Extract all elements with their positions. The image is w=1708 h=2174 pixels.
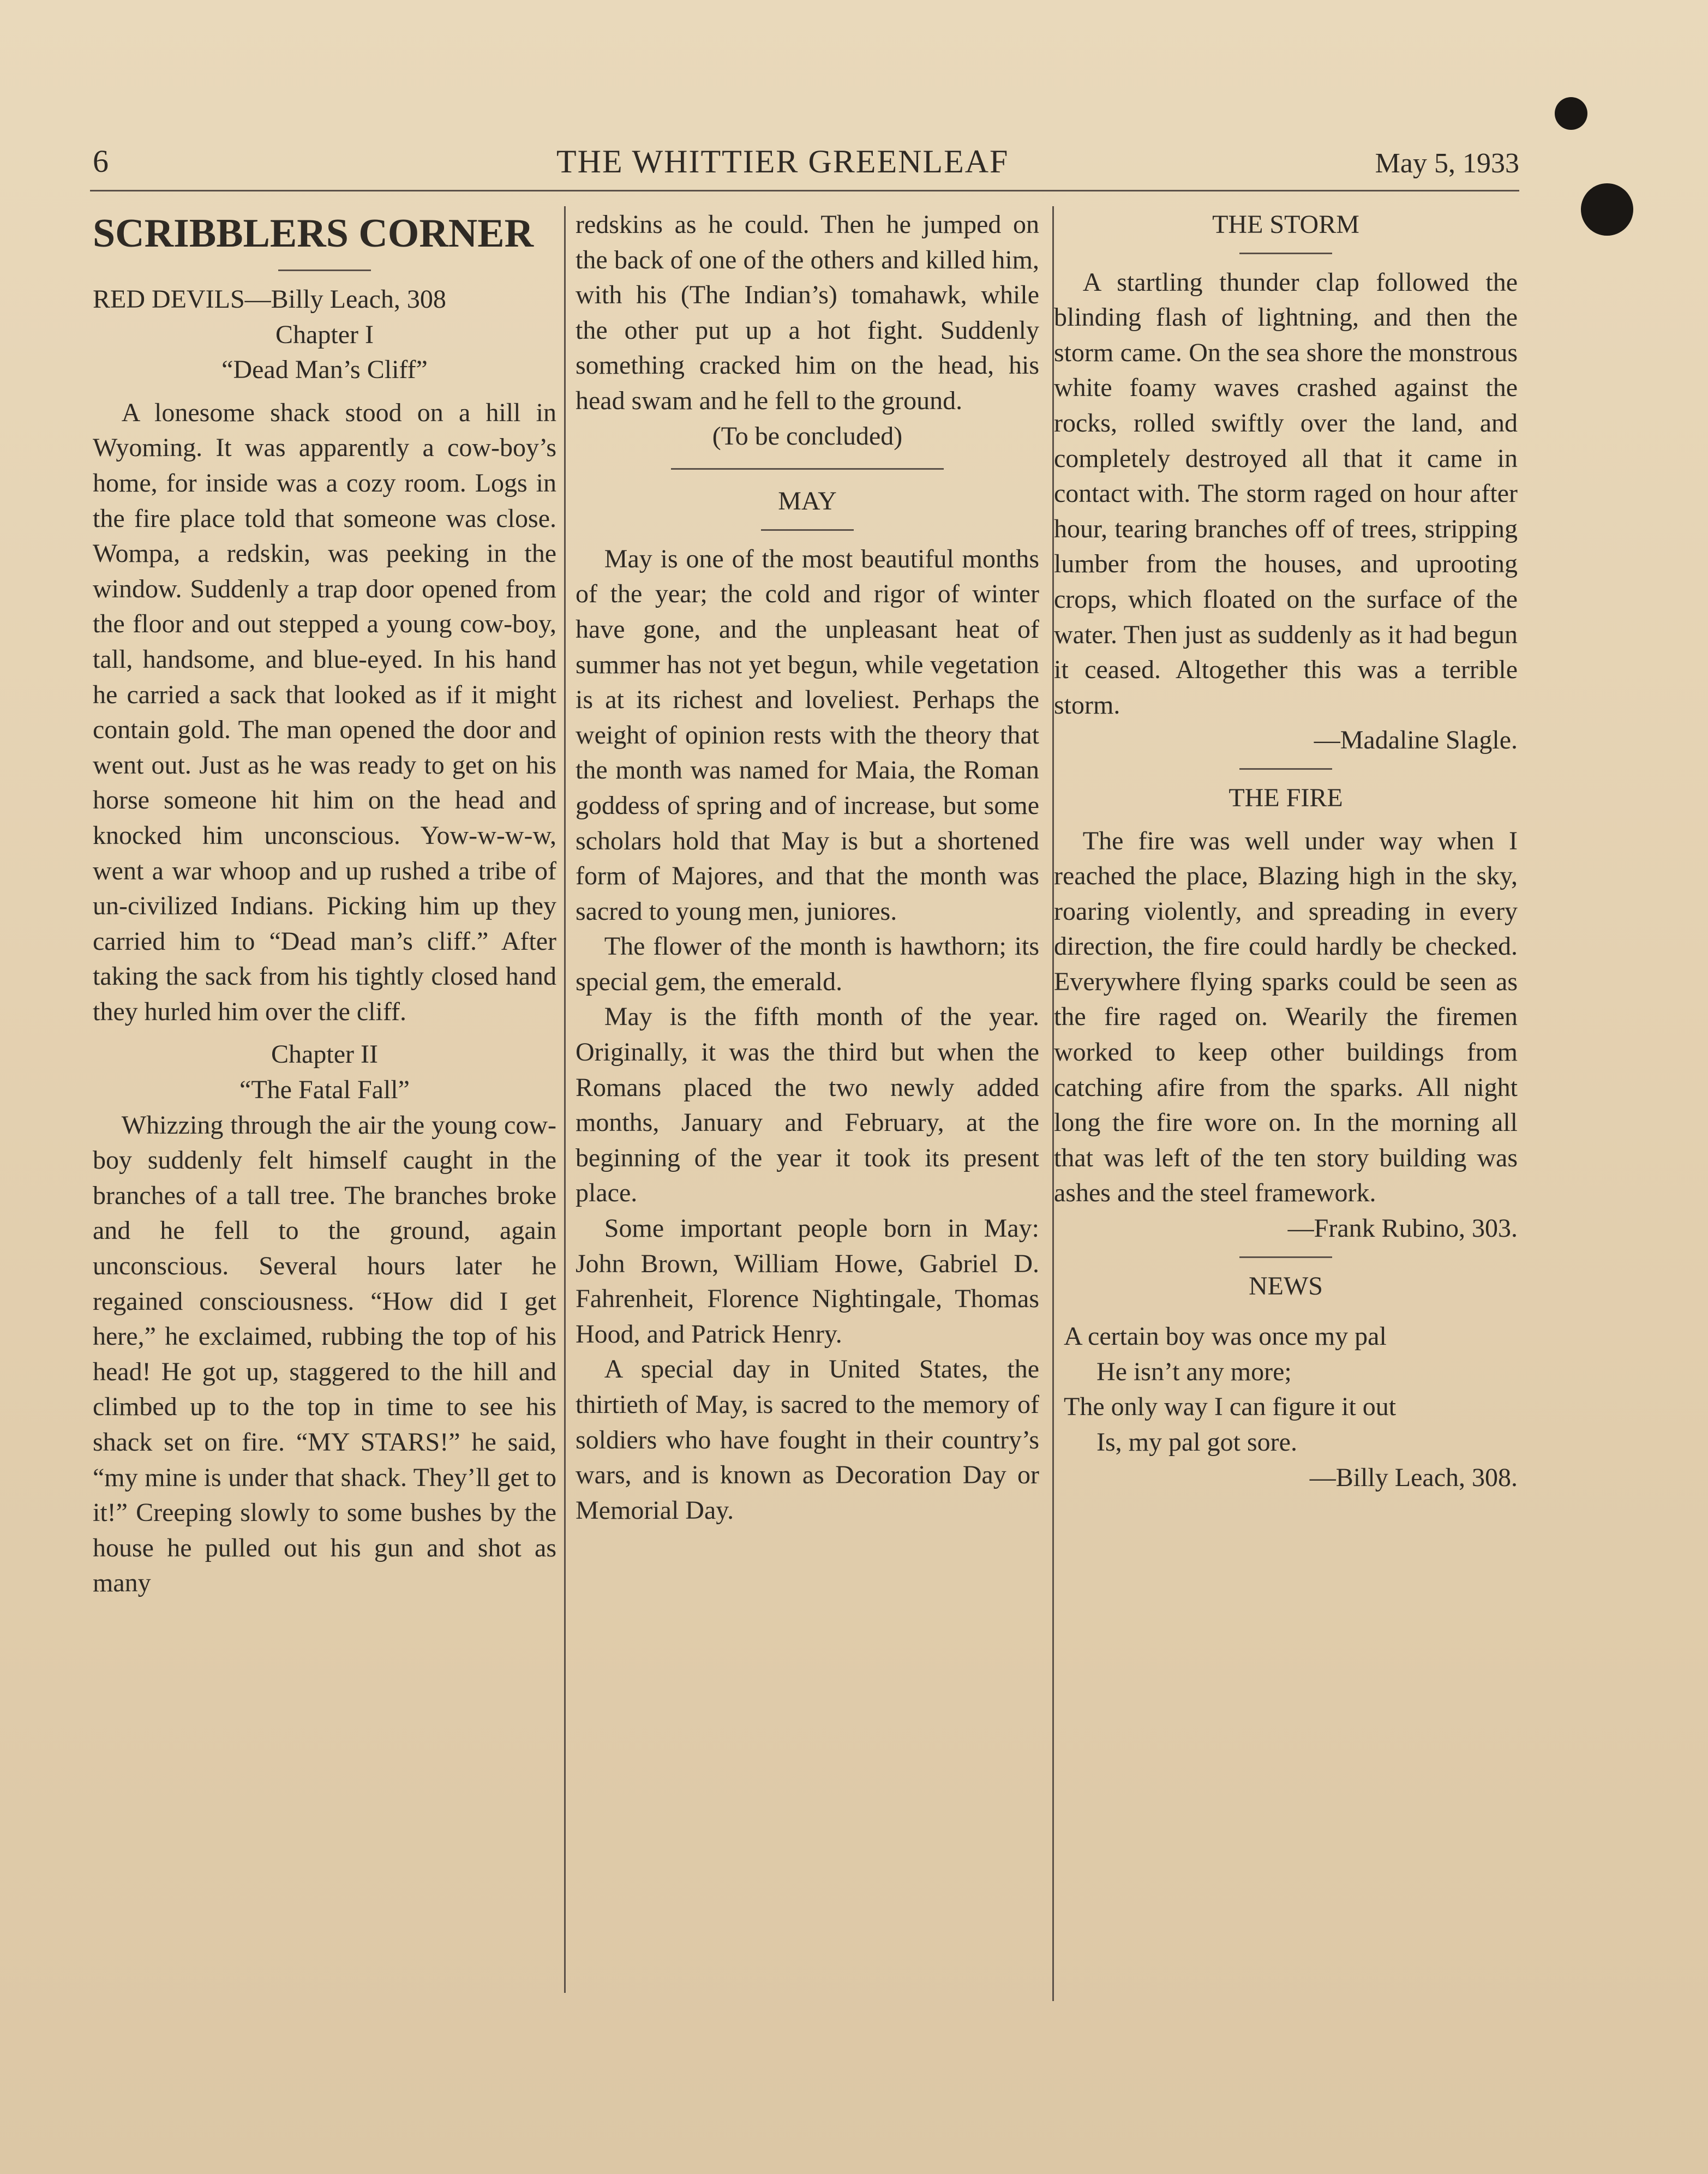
poem <box>1054 1319 1518 1460</box>
masthead-title: THE WHITTIER GREENLEAF <box>556 143 1009 179</box>
article-paragraph: A special day in United States, the thirtieth of May, is sacred to the memory of soldiers who have fought in their country’s wars, and is known as Decoration Day or Memorial Day. <box>576 1355 1039 1525</box>
story-paragraph: A lonesome shack stood on a hill in Wyoming. It was apparently a cow-boy’s home, for inside was a cozy room. Logs in the fire place told that someone was close. Wompa, a redskin, was peeking in the window. Suddenly a trap door opened from the floor and out stepped a young cow-boy, tall, handsome, and blue-eyed. In his hand he carried a sack that looked as if it might contain gold. The man opened the door and went out. Just as he was ready to get on his horse someone hit him on the head and knocked him unconscious. Yow-w-w-w, went a war whoop and up rushed a tribe of un-civilized Indians. Picking him up they carried him to “Dead man’s cliff.” After taking the sack from his tightly closed hand they hurled him over the cliff. <box>93 398 556 1026</box>
page-number: 6 <box>93 143 109 179</box>
divider <box>1239 1256 1332 1258</box>
chapter-label: Chapter I <box>275 320 374 349</box>
column-1 <box>93 207 556 1601</box>
binder-hole <box>1581 183 1633 236</box>
article-paragraph: May is one of the most beautiful months of the year; the cold and rigor of winter have gone, and the unpleasant heat of summer has not yet begun, while vegetation is at its richest and loveliest. Perhaps the weight of opinion rests with the theory that the month was named for Maia, the Roman goddess of spring and of increase, but some scholars hold that May is but a shortened form of Majores, and that the month was sacred to young men, juniores. <box>576 544 1039 926</box>
article-heading: THE FIRE <box>1228 783 1343 812</box>
page-header <box>93 143 1519 187</box>
divider <box>1239 253 1332 254</box>
spacer <box>1054 1311 1518 1319</box>
poem-line: Is, my pal got sore. <box>1096 1428 1297 1457</box>
story-paragraph: Whizzing through the air the young cow-boy suddenly felt himself caught in the branches of a tall tree. The branches broke and he fell to the ground, again unconscious. Several hours later he regained consciousness. “How did I get here,” he exclaimed, rubbing the top of his head! He got up, staggered to the hill and climbed up to the top in time to see his shack set on fire. “MY STARS!” he said, “my mine is under that shack. They’ll get to it!” Creeping slowly to some bushes by the house he pulled out his gun and shot as many <box>93 1110 556 1598</box>
divider <box>671 468 944 470</box>
author-byline: —Billy Leach, 308. <box>1309 1463 1518 1492</box>
column-3 <box>1054 207 1518 1495</box>
column-2 <box>576 207 1039 1528</box>
issue-date: May 5, 1933 <box>1375 148 1519 179</box>
divider <box>278 269 371 271</box>
article-heading: MAY <box>778 487 837 516</box>
section-heading: SCRIBBLERS CORNER <box>93 211 534 256</box>
divider <box>761 529 854 531</box>
column-divider <box>564 206 566 1993</box>
poem-line: A certain boy was once my pal <box>1064 1322 1387 1351</box>
article-heading: THE STORM <box>1212 210 1359 239</box>
poem-line: He isn’t any more; <box>1096 1357 1292 1386</box>
story-title: RED DEVILS—Billy Leach, 308 <box>93 285 446 314</box>
chapter-title: “Dead Man’s Cliff” <box>221 355 428 385</box>
chapter-label: Chapter II <box>271 1040 378 1069</box>
spacer <box>93 1029 556 1037</box>
article-paragraph: A startling thunder clap followed the blinding flash of lightning, and then the storm came. On the sea shore the monstrous white foamy waves crashed against the rocks, rolled swiftly over the land, and completely destroyed all that it came in contact with. The storm raged on hour after hour, tearing branches off of trees, stripping lumber from the houses, and uprooting crops, which floated on the surface of the water. Then just as suddenly as it had begun it ceased. Altogether this was a terrible storm. <box>1054 267 1518 720</box>
poem-line: The only way I can figure it out <box>1064 1392 1397 1422</box>
chapter-title: “The Fatal Fall” <box>239 1075 410 1105</box>
story-continuation: redskins as he could. Then he jumped on the back of one of the others and killed him, with his (The Indian’s) tomahawk, while the other put up a hot fight. Suddenly something cracked him on the head, his head swam and he fell to the ground. <box>576 210 1039 415</box>
binder-hole <box>1555 97 1587 130</box>
article-paragraph: The fire was well under way when I reached the place, Blazing high in the sky, roaring violently, and spreading in every direction, the fire could hardly be checked. Everywhere flying sparks could be seen as the fire raged on. Wearily the firemen worked to keep other buildings from catching afire from the sparks. All night long the fire wore on. In the morning all that was left of the ten story building was ashes and the steel framework. <box>1054 826 1518 1208</box>
author-byline: —Frank Rubino, 303. <box>1287 1214 1518 1243</box>
spacer <box>93 388 556 396</box>
header-rule <box>90 190 1519 191</box>
article-paragraph: May is the fifth month of the year. Originally, it was the third but when the Romans placed the two newly added months, January and February, at the beginning of the year it took its present place. <box>576 1002 1039 1208</box>
to-be-concluded: (To be concluded) <box>712 421 903 451</box>
article-paragraph: The flower of the month is hawthorn; its special gem, the emerald. <box>576 932 1039 996</box>
article-heading: NEWS <box>1249 1271 1323 1301</box>
spacer <box>1054 1304 1518 1311</box>
spacer <box>1054 816 1518 824</box>
author-byline: —Madaline Slagle. <box>1314 726 1518 755</box>
article-paragraph: Some important people born in May: John Brown, William Howe, Gabriel D. Fahrenheit, Florence Nightingale, Thomas Hood, and Patrick Henry. <box>576 1214 1039 1349</box>
divider <box>1239 768 1332 770</box>
